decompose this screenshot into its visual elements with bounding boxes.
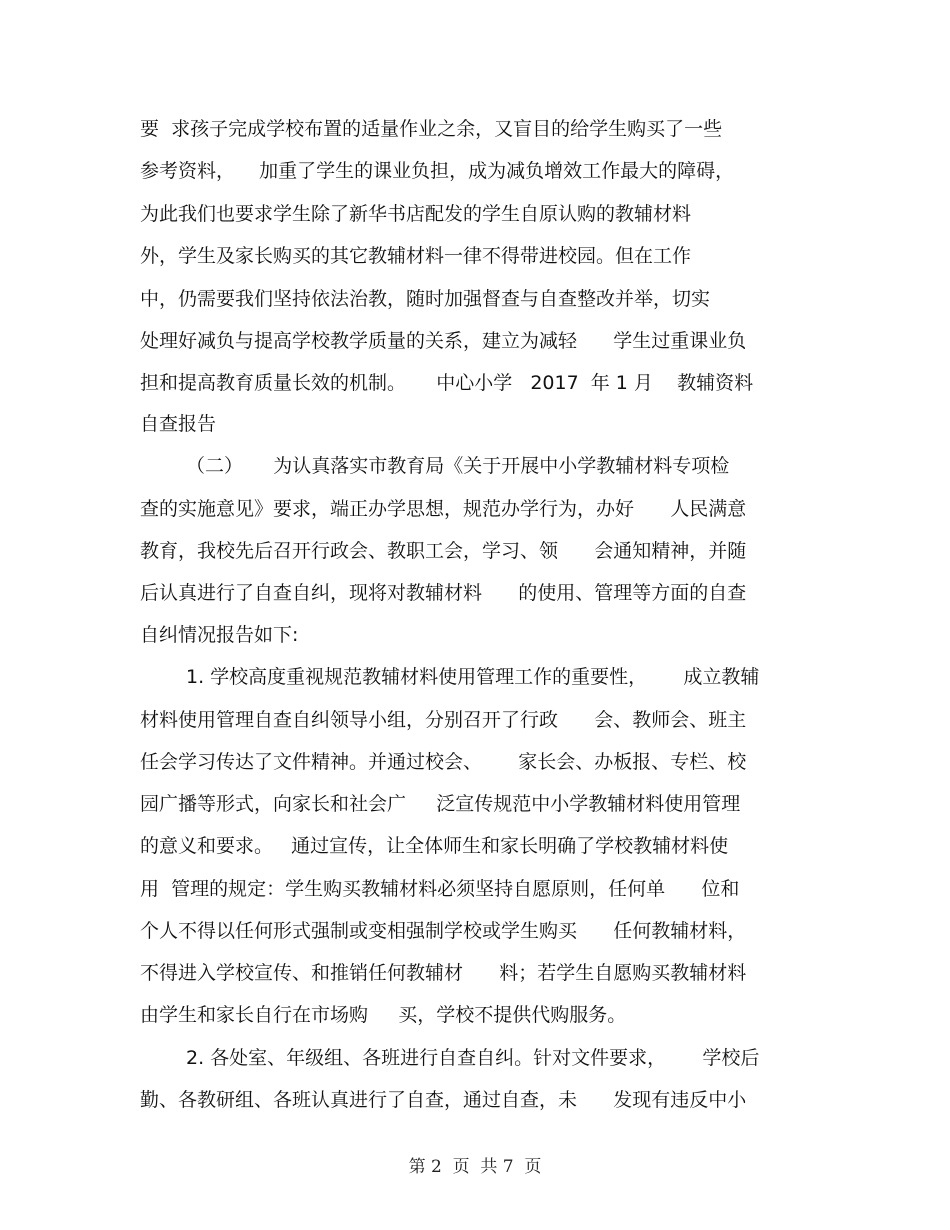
text-line-18: 的意义和要求。 通过宣传，让全体师生和家长明确了学校教辅材料使 xyxy=(140,835,729,857)
text-line-7: 担和提高教育质量长效的机制。 中心小学 2017 年 1 月 教辅资料 xyxy=(140,372,754,394)
text-line-17: 园广播等形式，向家长和社会广 泛宣传规范中小学教辅材料使用管理 xyxy=(140,793,741,815)
page-footer: 第 2 页 共 7 页 xyxy=(408,1157,542,1177)
text-line-10: 查的实施意见》要求，端正办学思想，规范办学行为，办好 人民满意 xyxy=(140,498,747,520)
text-line-16: 任会学习传达了文件精神。并通过校会、 家长会、办板报、专栏、校 xyxy=(140,751,747,773)
text-line-6: 处理好减负与提高学校教学质量的关系，建立为减轻 学生过重课业负 xyxy=(140,330,747,352)
text-line-19: 用 管理的规定：学生购买教辅材料必须坚持自愿原则，任何单 位和 xyxy=(140,878,740,900)
text-line-15: 材料使用管理自查自纠领导小组，分别召开了行政 会、教师会、班主 xyxy=(140,709,747,731)
text-line-12: 后认真进行了自查自纠，现将对教辅材料 的使用、管理等方面的自查 xyxy=(140,582,747,604)
text-line-8: 自查报告 xyxy=(140,413,217,435)
text-line-13: 自纠情况报告如下: xyxy=(140,624,299,646)
text-line-5: 中，仍需要我们坚持依法治教，随时加强督查与自查整改并举，切实 xyxy=(140,288,711,310)
text-line-14: 1. 学校高度重视规范教辅材料使用管理工作的重要性， 成立教辅 xyxy=(186,666,760,688)
text-line-21: 不得进入学校宣传、和推销任何教辅材 料；若学生自愿购买教辅材料 xyxy=(140,962,747,984)
text-line-20: 个人不得以任何形式强制或变相强制学校或学生购买 任何教辅材料， xyxy=(140,920,747,942)
text-line-4: 外，学生及家长购买的其它教辅材料一律不得带进校园。但在工作 xyxy=(140,245,692,267)
text-line-11: 教育，我校先后召开行政会、教职工会，学习、领 会通知精神，并随 xyxy=(140,540,747,562)
text-line-22: 由学生和家长自行在市场购 买，学校不提供代购服务。 xyxy=(140,1004,627,1026)
text-line-23: 2. 各处室、年级组、各班进行自查自纠。针对文件要求， 学校后 xyxy=(186,1047,760,1069)
text-line-2: 参考资料， 加重了学生的课业负担，成为减负增效工作最大的障碍， xyxy=(140,160,735,182)
text-line-9: （二） 为认真落实市教育局《关于开展中小学教辅材料专项检 xyxy=(186,455,730,477)
text-line-1: 要 求孩子完成学校布置的适量作业之余，又盲目的给学生购买了一些 xyxy=(140,118,723,140)
text-line-3: 为此我们也要求学生除了新华书店配发的学生自原认购的教辅材料 xyxy=(140,203,692,225)
text-line-24: 勤、各教研组、各班认真进行了自查，通过自查，未 发现有违反中小 xyxy=(140,1089,747,1111)
